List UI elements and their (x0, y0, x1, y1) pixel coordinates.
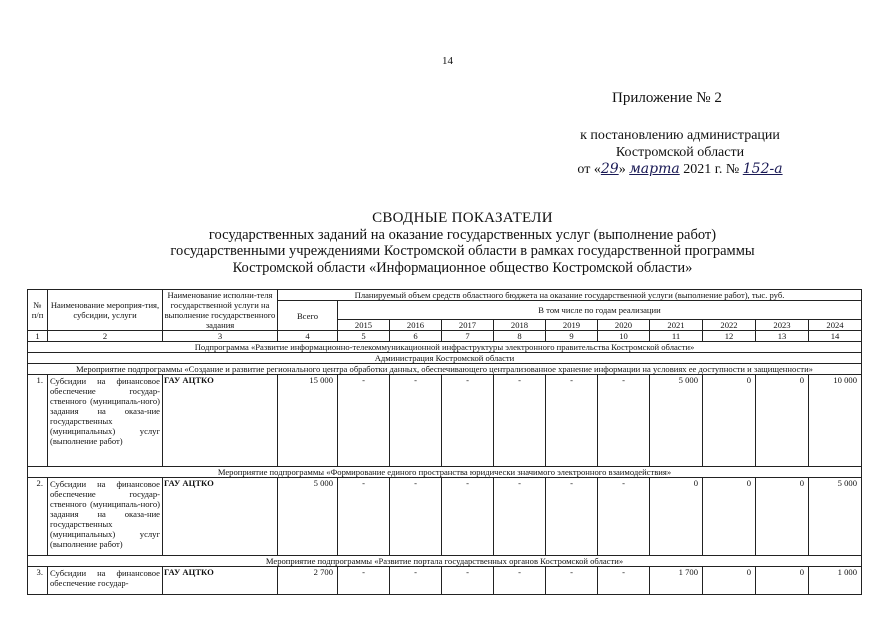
admin-row-cell: Администрация Костромской области (28, 353, 862, 364)
row-value-2020: - (598, 375, 650, 467)
column-number-12: 12 (703, 331, 756, 342)
title-line2: государственных заданий на оказание государственных услуг (выполнение работ) (208, 226, 717, 243)
table-row (28, 478, 862, 556)
title-line1: СВОДНЫЕ ПОКАЗАТЕЛИ (372, 210, 553, 226)
table-row (28, 567, 862, 595)
header-no: № п/п (28, 290, 48, 331)
header-executor: Наименование исполни-теля государственной услуги на выполнение государственного задания (163, 290, 278, 331)
row-executor: ГАУ АЦТКО (163, 375, 278, 467)
row-value-2023: 0 (756, 478, 809, 556)
row-value-2018: - (494, 478, 546, 556)
section-title-row-cell: Мероприятие подпрограммы «Создание и развитие регионального центра обработки данных, обеспечивающего централизованное хранение информации на условиях ее доступности и защищенности» (28, 364, 862, 375)
row-value-2017: - (442, 478, 494, 556)
section-title-row-cell: Мероприятие подпрограммы «Формирование единого пространства юридически значимого электронного взаимодействия» (28, 467, 862, 478)
resolution-from: от « (577, 162, 601, 177)
header-plan: Планируемый объем средств областного бюджета на оказание государственной услуги (выполнение работ), тыс. руб. (278, 290, 862, 301)
row-value-2022: 0 (703, 375, 756, 467)
column-number-14: 14 (809, 331, 862, 342)
table-row (28, 375, 862, 467)
column-number-9: 9 (546, 331, 598, 342)
resolution-year: 2021 г. № (683, 162, 740, 177)
row-name: Субсидии на финансовое обеспечение государ-ственного (муниципаль-ного) задания на оказа-ние государственных (муниципальных) услуг (выполнение работ) (48, 375, 163, 467)
section-title-row (28, 556, 862, 567)
column-number-3: 3 (163, 331, 278, 342)
row-value-2018: - (494, 375, 546, 467)
row-number: 3. (28, 567, 48, 595)
appendix-title: Приложение № 2 (612, 90, 722, 106)
subprogram-row-cell: Подпрограмма «Развитие информационно-телекоммуникационной инфраструктуры электронного правительства Костромской области» (28, 342, 862, 353)
header-year-2016: 2016 (390, 320, 442, 331)
row-value-2024: 10 000 (809, 375, 862, 467)
header-year-2022: 2022 (703, 320, 756, 331)
row-value-2024: 1 000 (809, 567, 862, 595)
resolution-block (540, 127, 820, 178)
row-value-2016: - (390, 567, 442, 595)
header-years: В том числе по годам реализации (338, 301, 862, 320)
row-value-2015: - (338, 478, 390, 556)
column-number-1: 1 (28, 331, 48, 342)
row-value-2016: - (390, 478, 442, 556)
row-total: 5 000 (278, 478, 338, 556)
title-line4: Костромской области «Информационное общество Костромской области» (232, 259, 693, 276)
section-title-row (28, 364, 862, 375)
header-year-2018: 2018 (494, 320, 546, 331)
row-name: Субсидии на финансовое обеспечение государ- (48, 567, 163, 595)
row-value-2022: 0 (703, 567, 756, 595)
resolution-day: 29 (600, 161, 619, 177)
row-value-2020: - (598, 478, 650, 556)
row-executor: ГАУ АЦТКО (163, 567, 278, 595)
row-value-2023: 0 (756, 567, 809, 595)
resolution-month: марта (629, 161, 680, 177)
row-value-2015: - (338, 567, 390, 595)
header-row-1 (28, 290, 862, 301)
row-value-2021: 1 700 (650, 567, 703, 595)
document-title (0, 210, 895, 276)
page-number: 14 (442, 55, 453, 67)
column-number-6: 6 (390, 331, 442, 342)
row-value-2016: - (390, 375, 442, 467)
column-number-11: 11 (650, 331, 703, 342)
row-total: 15 000 (278, 375, 338, 467)
resolution-date (540, 161, 820, 178)
row-name: Субсидии на финансовое обеспечение государ-ственного (муниципаль-ного) задания на оказа-ние государственных (муниципальных) услуг (выполнение работ) (48, 478, 163, 556)
row-total: 2 700 (278, 567, 338, 595)
subprogram-row (28, 342, 862, 353)
header-name: Наименование мероприя-тия, субсидии, услуги (48, 290, 163, 331)
header-year-2017: 2017 (442, 320, 494, 331)
section-title-row (28, 467, 862, 478)
row-value-2017: - (442, 375, 494, 467)
title-line3: государственными учреждениями Костромской области в рамках государственной программы (170, 243, 755, 259)
row-number: 2. (28, 478, 48, 556)
row-value-2020: - (598, 567, 650, 595)
column-numbers-row (28, 331, 862, 342)
section-title-row-cell: Мероприятие подпрограммы «Развитие портала государственных органов Костромской области» (28, 556, 862, 567)
row-value-2019: - (546, 478, 598, 556)
row-value-2022: 0 (703, 478, 756, 556)
row-value-2018: - (494, 567, 546, 595)
column-number-7: 7 (442, 331, 494, 342)
header-year-2024: 2024 (809, 320, 862, 331)
resolution-line2: Костромской области (615, 145, 745, 160)
row-value-2023: 0 (756, 375, 809, 467)
column-number-4: 4 (278, 331, 338, 342)
header-year-2023: 2023 (756, 320, 809, 331)
column-number-2: 2 (48, 331, 163, 342)
column-number-13: 13 (756, 331, 809, 342)
row-value-2021: 0 (650, 478, 703, 556)
row-executor: ГАУ АЦТКО (163, 478, 278, 556)
row-value-2024: 5 000 (809, 478, 862, 556)
header-year-2020: 2020 (598, 320, 650, 331)
resolution-line1: к постановлению администрации (580, 128, 780, 143)
row-value-2019: - (546, 375, 598, 467)
row-value-2017: - (442, 567, 494, 595)
header-year-2015: 2015 (338, 320, 390, 331)
resolution-close-quote: » (618, 162, 626, 177)
indicators-table (27, 289, 862, 595)
header-year-2021: 2021 (650, 320, 703, 331)
admin-row (28, 353, 862, 364)
resolution-number: 152-а (742, 161, 783, 177)
row-value-2021: 5 000 (650, 375, 703, 467)
column-number-10: 10 (598, 331, 650, 342)
row-value-2019: - (546, 567, 598, 595)
column-number-8: 8 (494, 331, 546, 342)
row-value-2015: - (338, 375, 390, 467)
header-year-2019: 2019 (546, 320, 598, 331)
row-number: 1. (28, 375, 48, 467)
column-number-5: 5 (338, 331, 390, 342)
header-total: Всего (278, 301, 338, 331)
